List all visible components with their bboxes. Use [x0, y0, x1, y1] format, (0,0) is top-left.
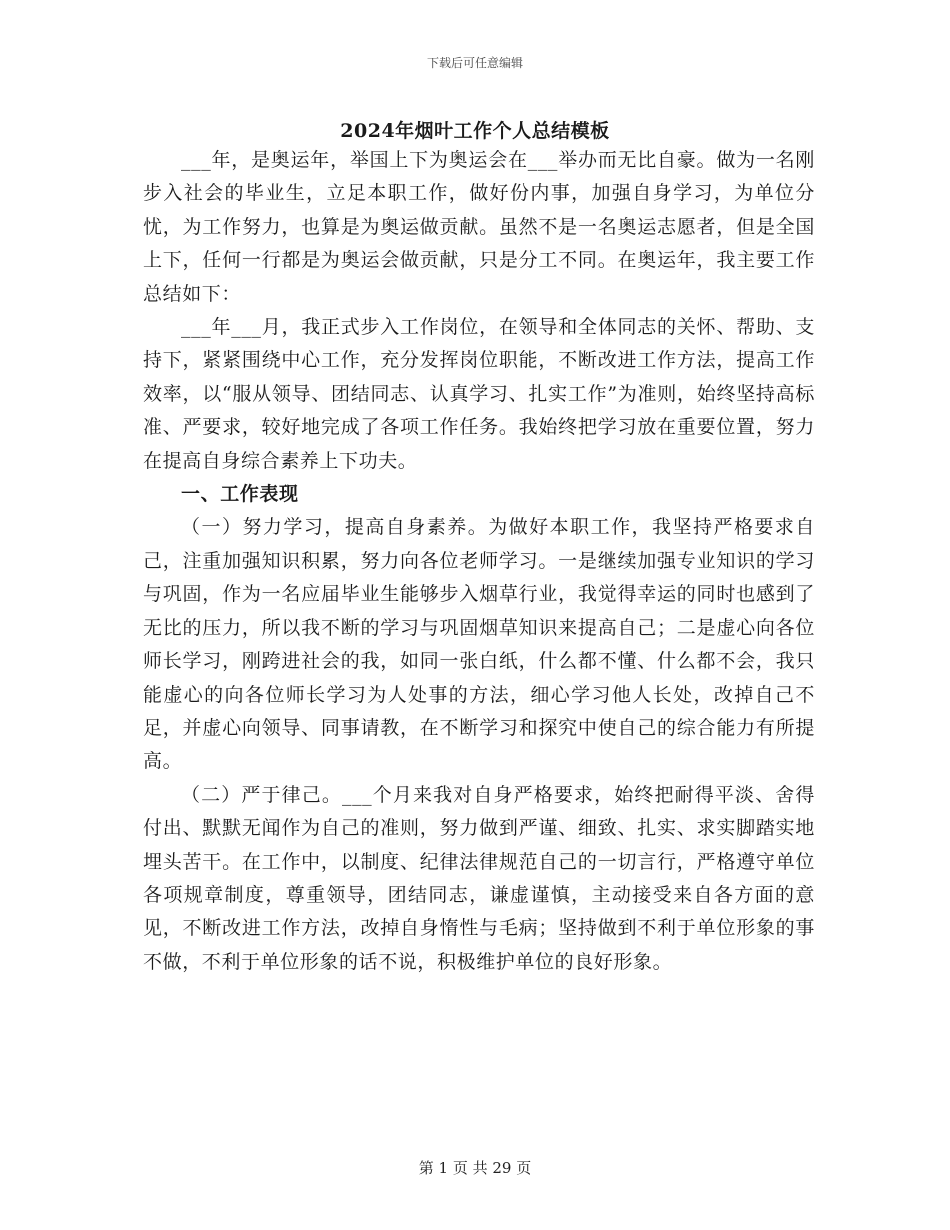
- paragraph-study: （一）努力学习，提高自身素养。为做好本职工作，我坚持严格要求自己，注重加强知识积累，努力向各位老师学习。一是继续加强专业知识的学习与巩固，作为一名应届毕业生能够步入烟草行业，我觉得幸运的同时也感到了无比的压力，所以我不断的学习与巩固烟草知识来提高自己；二是虚心向各位师长学习，刚跨进社会的我，如同一张白纸，什么都不懂、什么都不会，我只能虚心的向各位师长学习为人处事的方法，细心学习他人长处，改掉自己不足，并虚心向领导、同事请教，在不断学习和探究中使自己的综合能力有所提高。: [143, 516, 815, 773]
- page-number-footer: 第 1 页 共 29 页: [418, 1159, 532, 1177]
- document-title: 2024年烟叶工作个人总结模板: [340, 120, 610, 142]
- paragraph-overview: ___年___月，我正式步入工作岗位，在领导和全体同志的关怀、帮助、支持下，紧紧围绕中心工作，充分发挥岗位职能，不断改进工作方法，提高工作效率，以“服从领导、团结同志、认真学习、扎实工作”为准则，始终坚持高标准、严要求，较好地完成了各项工作任务。我始终把学习放在重要位置，努力在提高自身综合素养上下功夫。: [143, 316, 815, 472]
- document-body: [143, 144, 815, 979]
- header-note: 下载后可任意编辑: [426, 56, 523, 70]
- paragraph-intro: ___年，是奥运年，举国上下为奥运会在___举办而无比自豪。做为一名刚步入社会的毕业生，立足本职工作，做好份内事，加强自身学习，为单位分忧，为工作努力，也算是为奥运做贡献。虽然不是一名奥运志愿者，但是全国上下，任何一行都是为奥运会做贡献，只是分工不同。在奥运年，我主要工作总结如下：: [143, 149, 815, 305]
- section-heading: 一、工作表现: [181, 483, 299, 506]
- paragraph-discipline: （二）严于律己。___个月来我对自身严格要求，始终把耐得平淡、舍得付出、默默无闻作为自己的准则，努力做到严谨、细致、扎实、求实脚踏实地埋头苦干。在工作中，以制度、纪律法律规范自己的一切言行，严格遵守单位各项规章制度，尊重领导，团结同志，谦虚谨慎，主动接受来自各方面的意见，不断改进工作方法，改掉自身惰性与毛病；坚持做到不利于单位形象的事不做，不利于单位形象的话不说，积极维护单位的良好形象。: [143, 783, 815, 973]
